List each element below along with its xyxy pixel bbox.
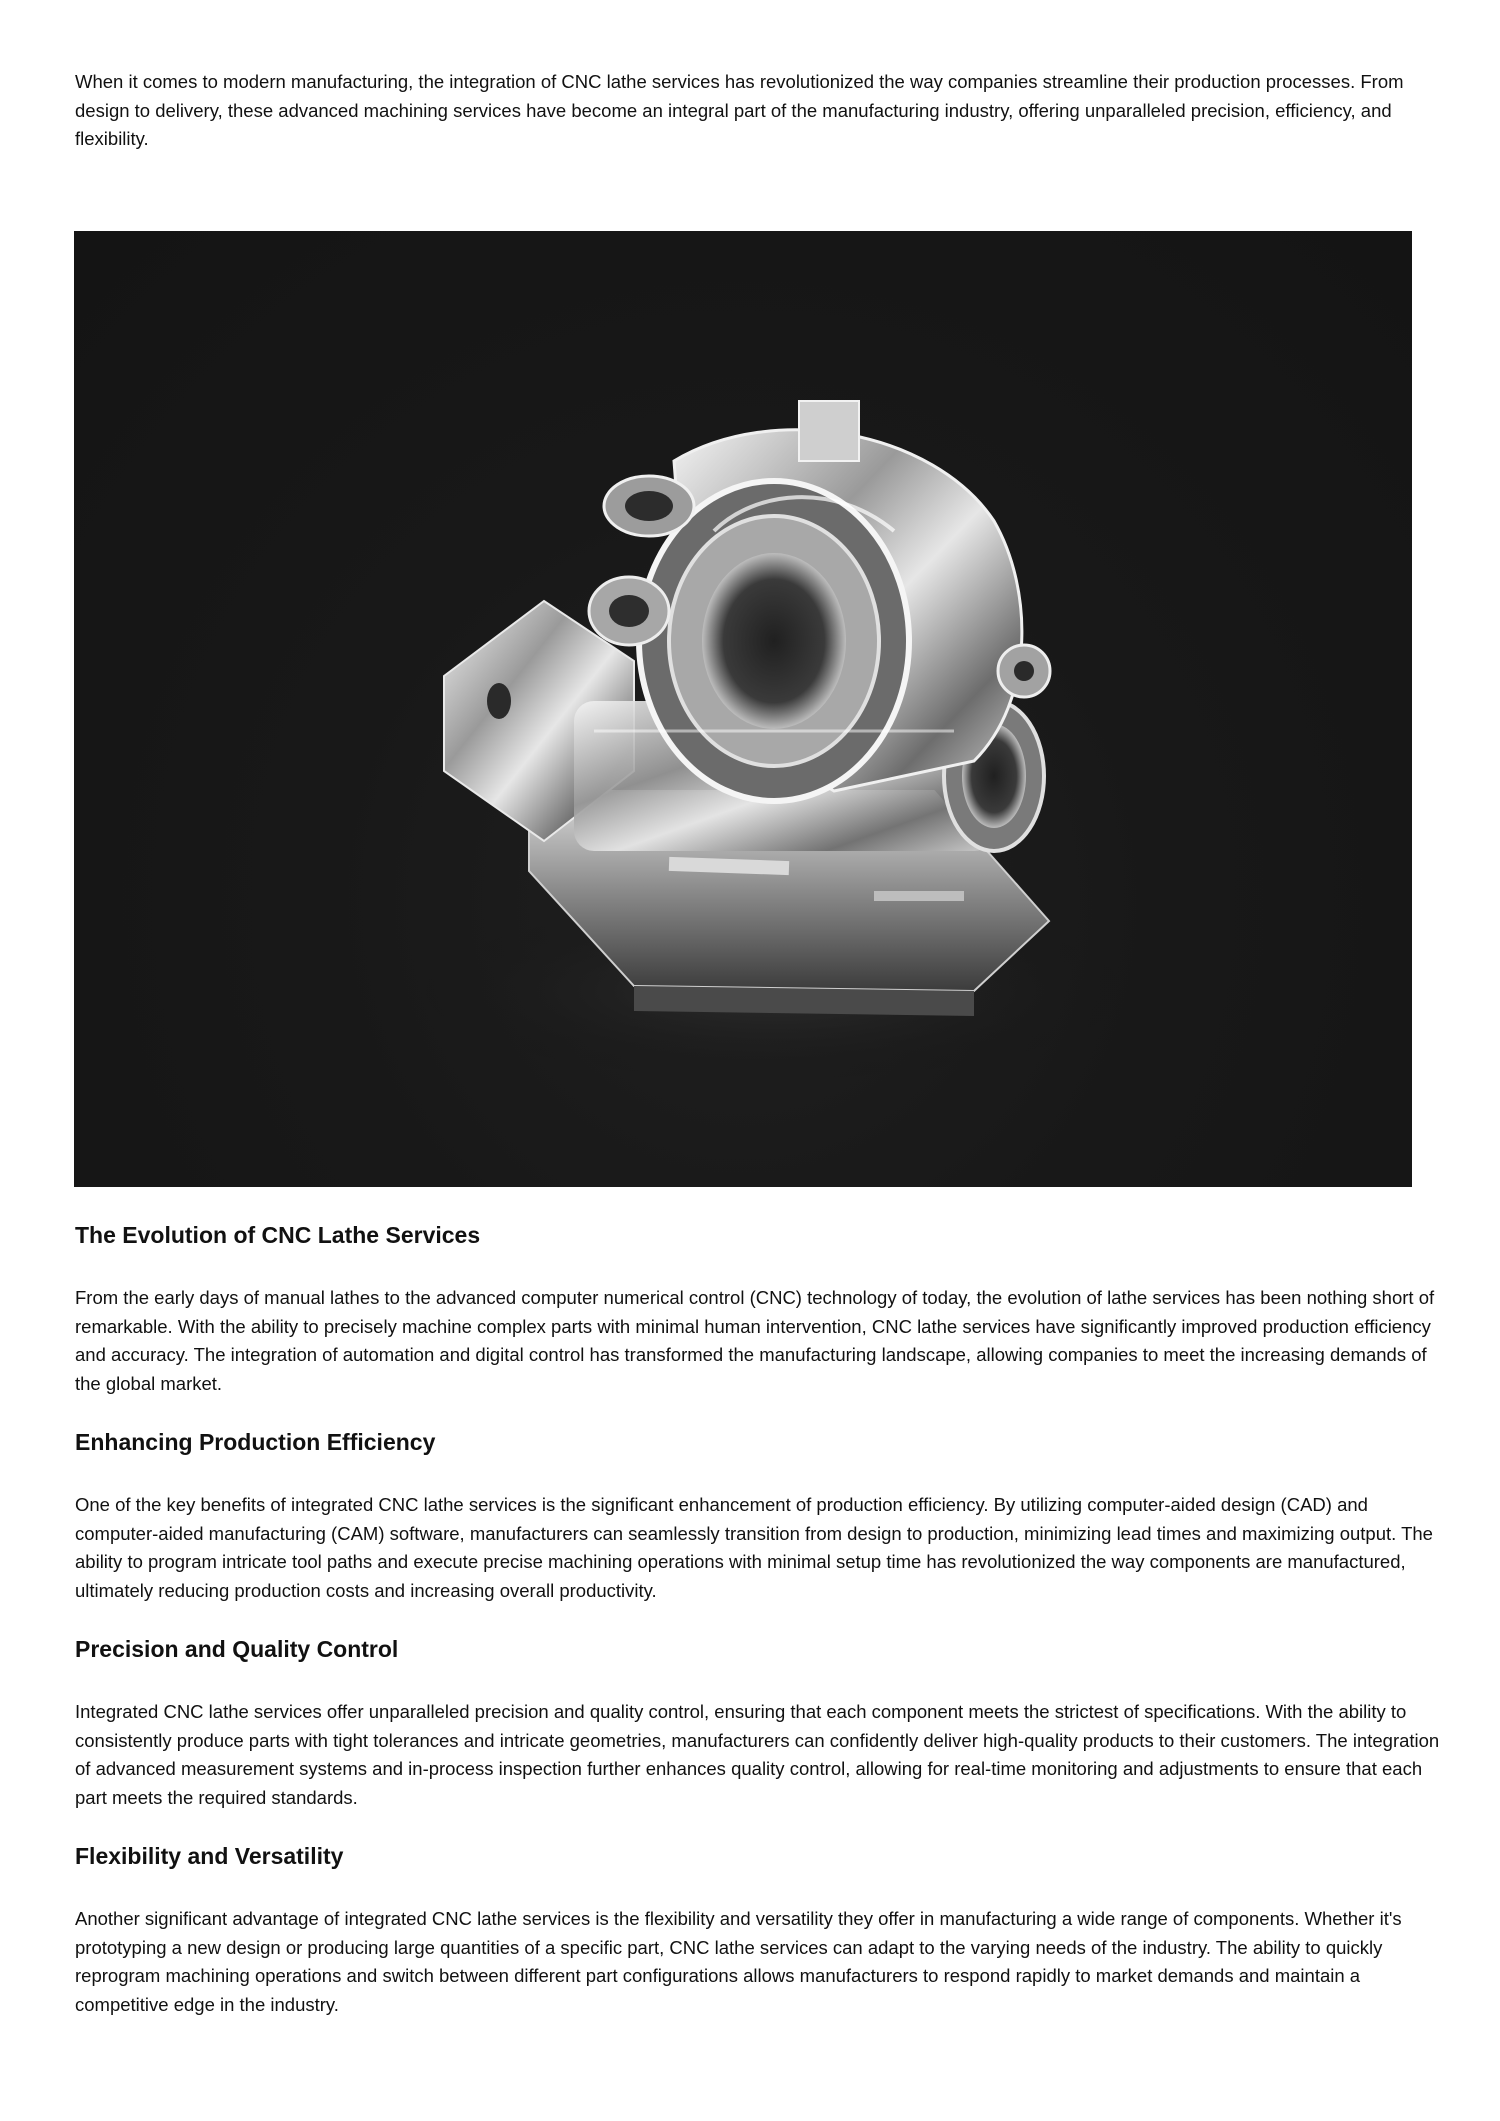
- section-heading: Enhancing Production Efficiency: [75, 1429, 436, 1455]
- section-body: One of the key benefits of integrated CNC lathe services is the significant enhancement of production efficiency. By utilizing computer-aided design (CAD) and computer-aided manufacturing (CAM) software, manufacturers can seamlessly transition from design to production, minimizing lead times and maximizing output. The ability to program intricate tool paths and execute precise machining operations with minimal setup time has revolutionized the way components are manufactured, ultimately reducing production costs and increasing overall productivity.: [75, 1494, 1433, 1601]
- section-heading: The Evolution of CNC Lathe Services: [75, 1222, 481, 1248]
- section-body: Another significant advantage of integrated CNC lathe services is the flexibility and versatility they offer in manufacturing a wide range of components. Whether it's prototyping a new design or producing large quantities of a specific part, CNC lathe services can adapt to the varying needs of the industry. The ability to quickly reprogram machining operations and switch between different part configurations allows manufacturers to respond rapidly to market demands and maintain a competitive edge in the industry.: [75, 1908, 1402, 2015]
- hero-image: [74, 231, 1412, 1187]
- machined-part-illustration: [74, 231, 1412, 1187]
- section-heading: Flexibility and Versatility: [75, 1843, 344, 1869]
- section-body: Integrated CNC lathe services offer unparalleled precision and quality control, ensuring that each component meets the strictest of specifications. With the ability to consistently produce parts with tight tolerances and intricate geometries, manufacturers can confidently deliver high-quality products to their customers. The integration of advanced measurement systems and in-process inspection further enhances quality control, allowing for real-time monitoring and adjustments to ensure that each part meets the required standards.: [75, 1701, 1440, 1808]
- section-body: From the early days of manual lathes to the advanced computer numerical control (CNC) technology of today, the evolution of lathe services has been nothing short of remarkable. With the ability to precisely machine complex parts with minimal human intervention, CNC lathe services have significantly improved production efficiency and accuracy. The integration of automation and digital control has transformed the manufacturing landscape, allowing companies to meet the increasing demands of the global market.: [75, 1287, 1435, 1394]
- section-heading: Precision and Quality Control: [75, 1636, 399, 1662]
- intro-paragraph: When it comes to modern manufacturing, the integration of CNC lathe services has revolutionized the way companies streamline their production processes. From design to delivery, these advanced machining services have become an integral part of the manufacturing industry, offering unparalleled precision, efficiency, and flexibility.: [75, 71, 1404, 149]
